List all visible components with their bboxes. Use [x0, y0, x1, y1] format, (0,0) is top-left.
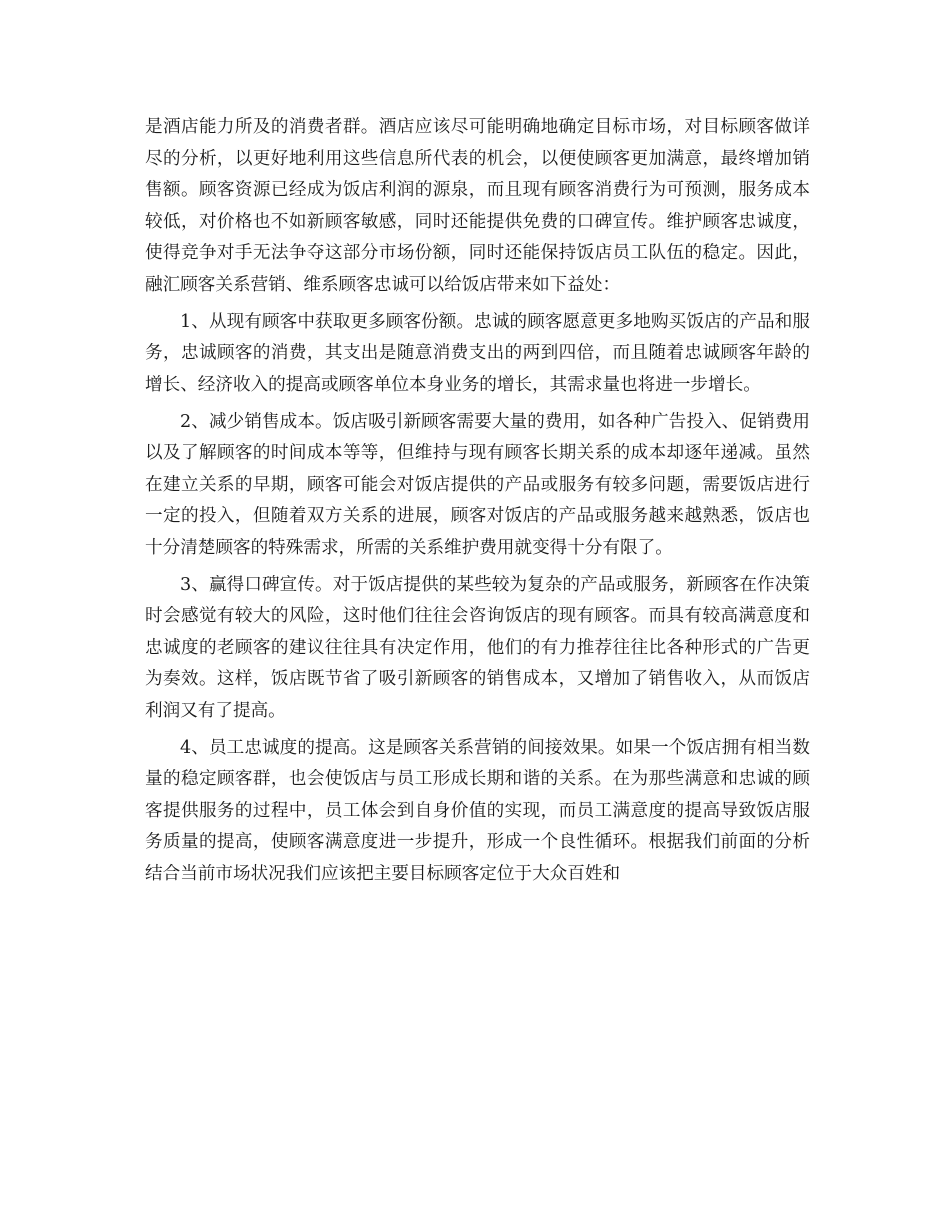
- paragraph-point-2: 2、减少销售成本。饭店吸引新顾客需要大量的费用，如各种广告投入、促销费用以及了解顾客的时间成本等等，但维持与现有顾客长期关系的成本却逐年递减。虽然在建立关系的早期，顾客可能会对饭店提供的产品或服务有较多问题，需要饭店进行一定的投入，但随着双方关系的进展，顾客对饭店的产品或服务越来越熟悉，饭店也十分清楚顾客的特殊需求，所需的关系维护费用就变得十分有限了。: [145, 411, 810, 558]
- document-page: [145, 112, 810, 896]
- paragraph-intro: 是酒店能力所及的消费者群。酒店应该尽可能明确地确定目标市场，对目标顾客做详尽的分析，以更好地利用这些信息所代表的机会，以便使顾客更加满意，最终增加销售额。顾客资源已经成为饭店利润的源泉，而且现有顾客消费行为可预测，服务成本较低，对价格也不如新顾客敏感，同时还能提供免费的口碑宣传。维护顾客忠诚度，使得竞争对手无法争夺这部分市场份额，同时还能保持饭店员工队伍的稳定。因此，融汇顾客关系营销、维系顾客忠诚可以给饭店带来如下益处：: [145, 117, 810, 295]
- paragraph-point-1: 1、从现有顾客中获取更多顾客份额。忠诚的顾客愿意更多地购买饭店的产品和服务，忠诚顾客的消费，其支出是随意消费支出的两到四倍，而且随着忠诚顾客年龄的增长、经济收入的提高或顾客单位本身业务的增长，其需求量也将进一步增长。: [145, 311, 810, 395]
- paragraph-point-4: 4、员工忠诚度的提高。这是顾客关系营销的间接效果。如果一个饭店拥有相当数量的稳定顾客群，也会使饭店与员工形成长期和谐的关系。在为那些满意和忠诚的顾客提供服务的过程中，员工体会到自身价值的实现，而员工满意度的提高导致饭店服务质量的提高，使顾客满意度进一步提升，形成一个良性循环。根据我们前面的分析结合当前市场状况我们应该把主要目标顾客定位于大众百姓和: [145, 737, 810, 884]
- paragraph-point-3: 3、赢得口碑宣传。对于饭店提供的某些较为复杂的产品或服务，新顾客在作决策时会感觉有较大的风险，这时他们往往会咨询饭店的现有顾客。而具有较高满意度和忠诚度的老顾客的建议往往具有决定作用，他们的有力推荐往往比各种形式的广告更为奏效。这样，饭店既节省了吸引新顾客的销售成本，又增加了销售收入，从而饭店利润又有了提高。: [145, 574, 810, 721]
